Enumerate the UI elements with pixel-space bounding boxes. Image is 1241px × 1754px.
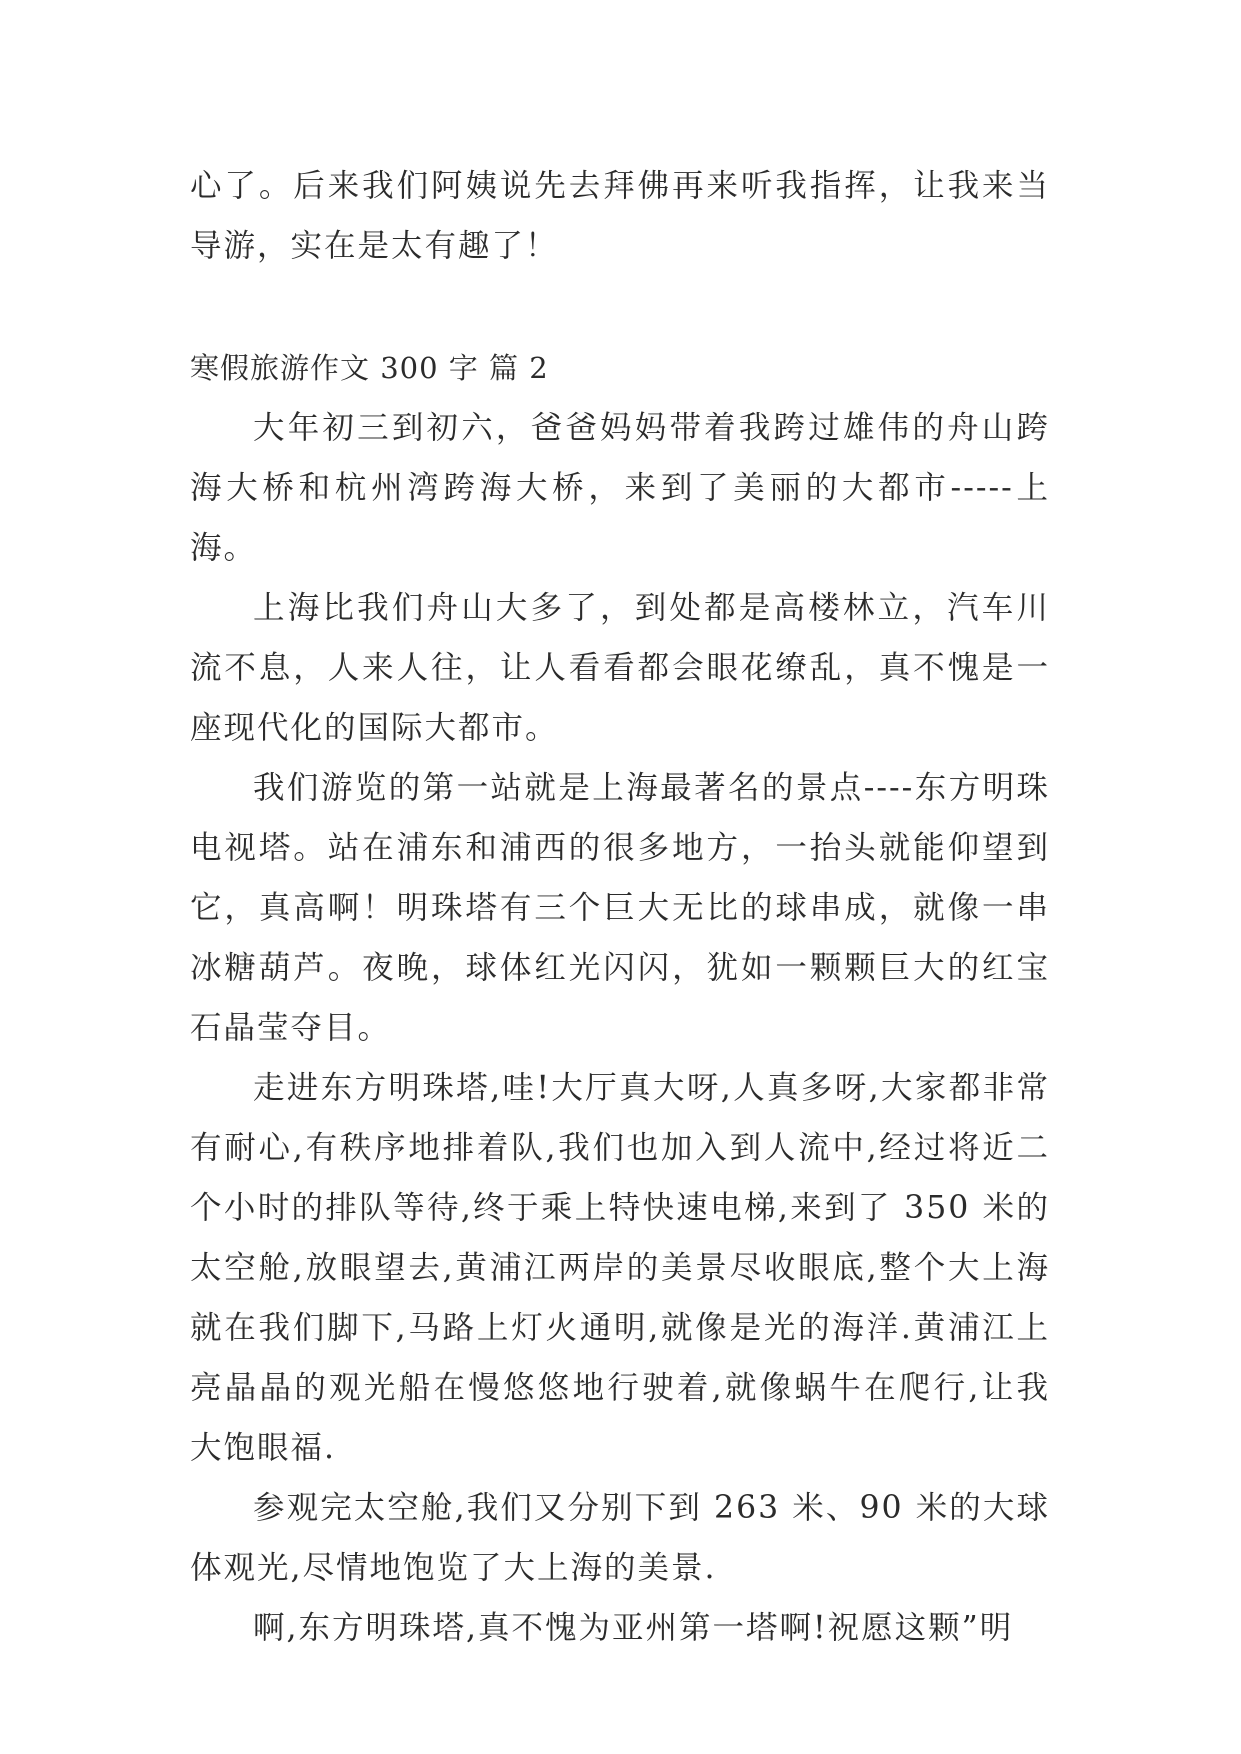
section-title: 寒假旅游作文 300 字 篇 2	[190, 351, 549, 385]
body-paragraph: 我们游览的第一站就是上海最著名的景点----东方明珠电视塔。站在浦东和浦西的很多地方，一抬头就能仰望到它，真高啊！明珠塔有三个巨大无比的球串成，就像一串冰糖葫芦。夜晚，球体红光闪闪，犹如一颗颗巨大的红宝石晶莹夺目。	[190, 770, 1050, 1046]
document-body	[190, 156, 1050, 1658]
body-paragraph: 啊,东方明珠塔,真不愧为亚州第一塔啊!祝愿这颗”明	[253, 1610, 1014, 1646]
continuation-paragraph: 心了。后来我们阿姨说先去拜佛再来听我指挥，让我来当导游，实在是太有趣了！	[190, 168, 1050, 264]
body-paragraph: 参观完太空舱,我们又分别下到 263 米、90 米的大球体观光,尽情地饱览了大上海的美景.	[190, 1490, 1050, 1586]
body-paragraph: 走进东方明珠塔,哇!大厅真大呀,人真多呀,大家都非常有耐心,有秩序地排着队,我们也加入到人流中,经过将近二个小时的排队等待,终于乘上特快速电梯,来到了 350 米的太空舱,放眼望去,黄浦江两岸的美景尽收眼底,整个大上海就在我们脚下,马路上灯火通明,就像是光的海洋.黄浦江上亮晶晶的观光船在慢悠悠地行驶着,就像蜗牛在爬行,让我大饱眼福.	[190, 1070, 1050, 1466]
body-paragraph: 大年初三到初六，爸爸妈妈带着我跨过雄伟的舟山跨海大桥和杭州湾跨海大桥，来到了美丽的大都市-----上海。	[190, 410, 1050, 566]
body-paragraph: 上海比我们舟山大多了，到处都是高楼林立，汽车川流不息，人来人往，让人看看都会眼花缭乱，真不愧是一座现代化的国际大都市。	[190, 590, 1050, 746]
